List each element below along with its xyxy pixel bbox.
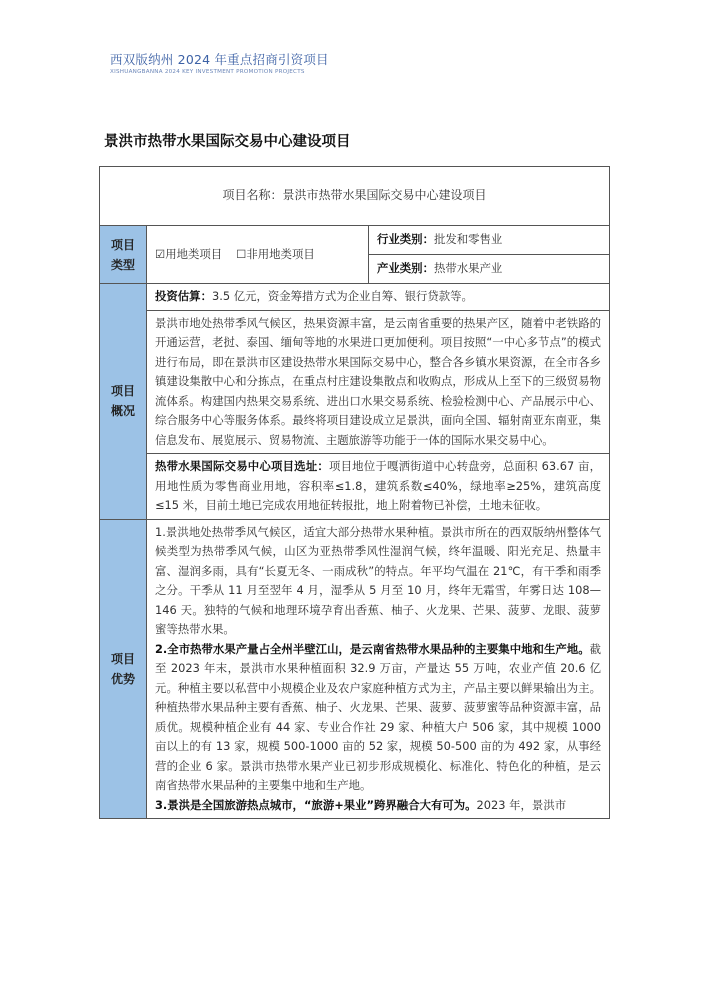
project-table (99, 166, 610, 819)
investment-label: 投资估算： (155, 289, 212, 303)
investment-text: 3.5 亿元，资金筹措方式为企业自筹、银行贷款等。 (211, 289, 473, 303)
advantage-paragraph-2 (155, 640, 601, 796)
site-text: 项目地位于嘎洒街道中心转盘旁，总面积 63.67 亩，用地性质为零售商业用地，容积率≤1.8，建筑系数≤40%，绿地率≥25%，建筑高度≤15 米，目前土地已完成农用地征转报批，地上附着物已补偿，土地未征收。 (155, 459, 602, 512)
project-site (147, 454, 610, 520)
page-header (110, 52, 329, 76)
sector-category-value: 热带水果产业 (433, 261, 503, 276)
document-title: 景洪市热带水果国际交易中心建设项目 (104, 134, 351, 150)
project-type-label: 项目 类型 (100, 226, 147, 284)
advantage-paragraph-3 (155, 796, 601, 816)
project-name-row (100, 167, 610, 226)
advantage-paragraph-1: 1.景洪地处热带季风气候区，适宜大部分热带水果种植。景洪市所在的西双版纳州整体气候类型为热带季风气候，山区为亚热带季风性湿润气候，终年温暖、阳光充足、热量丰富、湿润多雨，具有“长夏无冬、一雨成秋”的特点。年平均气温在 21℃，有干季和雨季之分。干季从 11 月至翌年 4 月，湿季从 5 月至 10 月，终年无霜雪，年雾日达 108—146 天。独特的气候和地理环境孕育出香蕉、柚子、火龙果、芒果、菠萝、龙眼、菠萝蜜等热带水果。 (155, 524, 602, 636)
advantage-content (147, 519, 610, 819)
investment-estimate (147, 284, 610, 311)
investment-row (100, 284, 610, 311)
industry-category (369, 226, 610, 255)
advantage-label: 项目 优势 (100, 519, 147, 819)
header-title-en: XISHUANGBANNA 2024 KEY INVESTMENT PROMOTION PROJECTS (110, 69, 305, 75)
project-description: 景洪市地处热带季风气候区，热果资源丰富，是云南省重要的热果产区，随着中老铁路的开通运营，老挝、泰国、缅甸等地的水果进口更加便利。项目按照“一中心多节点”的模式进行布局，即在景洪市区建设热带水果国际交易中心，整合各乡镇水果资源，在全市各乡镇建设集散中心和分拣点，在重点村庄建设集散点和收购点，形成从上至下的三级贸易物流体系。构建国内热果交易系统、进出口水果交易系统、检验检测中心、产品展示中心、综合服务中心等服务体系。最终将项目建设成立足景洪，面向全国、辐射南亚东南亚，集信息发布、展览展示、贸易物流、主题旅游等功能于一体的国际水果交易中心。 (147, 310, 610, 454)
sector-category (369, 255, 610, 284)
header-title-cn: 西双版纳州 2024 年重点招商引资项目 (110, 52, 329, 67)
project-type-row (100, 226, 610, 255)
non-land-type-option: ☐非用地类项目 (236, 246, 315, 261)
industry-category-value: 批发和零售业 (433, 232, 503, 247)
sector-category-label: 产业类别： (377, 261, 434, 276)
site-row (100, 454, 610, 520)
advantage-heading-3: 3.景洪是全国旅游热点城市，“旅游+果业”跨界融合大有可为。 (155, 797, 477, 812)
description-row (100, 310, 610, 454)
site-label: 热带水果国际交易中心项目选址： (155, 459, 329, 473)
land-type-option: ☑用地类项目 (155, 246, 223, 261)
project-name: 项目名称：景洪市热带水果国际交易中心建设项目 (100, 167, 610, 226)
advantage-text-3: 2023 年，景洪市 (476, 797, 567, 812)
advantage-text-2: 截至 2023 年末，景洪市水果种植面积 32.9 万亩，产量达 55 万吨，农业产值 20.6 亿元。种植主要以私营中小规模企业及农户家庭种植方式为主，产品主要以鲜果输出为主。种植热带水果品种主要有香蕉、柚子、火龙果、芒果、菠萝、菠萝蜜等品种资源丰富，品质优。规模种植企业有 44 家、专业合作社 29 家、种植大户 506 家，其中规模 1000 亩以上的有 13 家，规模 500-1000 亩的 52 家，规模 50-500 亩的为 492 家，从事经营的企业 6 家。景洪市热带水果产业已初步形成规模化、标准化、特色化的种植，是云南省热带水果品种的主要集中地和生产地。 (155, 641, 602, 792)
industry-category-label: 行业类别： (377, 232, 434, 247)
overview-label: 项目 概况 (100, 284, 147, 520)
advantage-heading-2: 2.全市热带水果产量占全州半壁江山，是云南省热带水果品种的主要集中地和生产地。 (155, 641, 590, 656)
land-type-options (147, 226, 369, 284)
advantage-row (100, 519, 610, 819)
